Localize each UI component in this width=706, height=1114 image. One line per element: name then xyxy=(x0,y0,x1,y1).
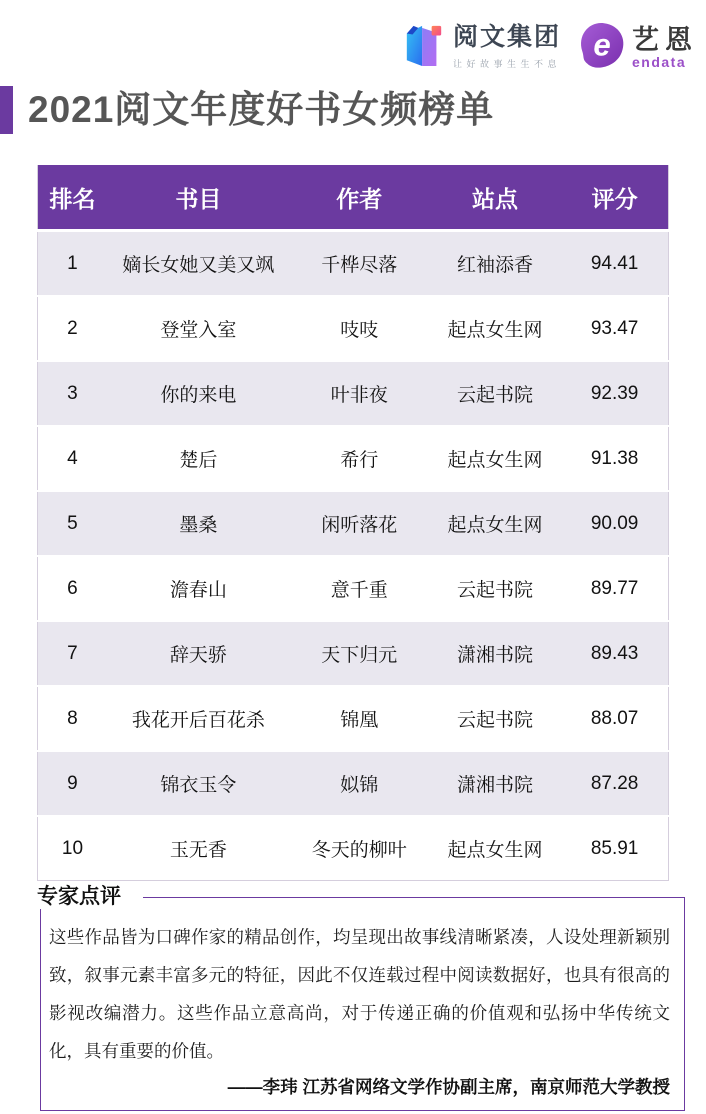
endata-wordmark: endata xyxy=(632,54,687,70)
table-row xyxy=(38,686,669,751)
endata-logo xyxy=(577,18,698,77)
table-row xyxy=(38,751,669,816)
col-header-site: 站点 xyxy=(429,165,562,231)
cell-rank: 9 xyxy=(38,751,107,816)
page-title: 2021阅文年度好书女频榜单 xyxy=(28,89,495,130)
yuewen-book-icon xyxy=(403,22,445,73)
cell-rank: 2 xyxy=(38,296,107,361)
cell-rank: 3 xyxy=(38,361,107,426)
cell-author: 姒锦 xyxy=(290,751,429,816)
header-row xyxy=(38,165,669,231)
brand-logos xyxy=(403,18,698,77)
cell-site: 红袖添香 xyxy=(429,231,562,297)
cell-score: 85.91 xyxy=(561,816,668,881)
cell-site: 起点女生网 xyxy=(429,426,562,491)
cell-author: 锦凰 xyxy=(290,686,429,751)
cell-rank: 4 xyxy=(38,426,107,491)
yuewen-logo xyxy=(403,22,561,73)
cell-site: 潇湘书院 xyxy=(429,751,562,816)
cell-score: 89.77 xyxy=(561,556,668,621)
cell-rank: 1 xyxy=(38,231,107,297)
cell-title: 澹春山 xyxy=(107,556,290,621)
cell-rank: 7 xyxy=(38,621,107,686)
cell-title: 嫡长女她又美又飒 xyxy=(107,231,290,297)
cell-title: 辞天骄 xyxy=(107,621,290,686)
cell-rank: 10 xyxy=(38,816,107,881)
cell-score: 93.47 xyxy=(561,296,668,361)
expert-commentary xyxy=(37,885,685,1111)
commentary-heading: 专家点评 xyxy=(37,885,143,909)
cell-site: 云起书院 xyxy=(429,556,562,621)
cell-title: 你的来电 xyxy=(107,361,290,426)
cell-title: 我花开后百花杀 xyxy=(107,686,290,751)
yuewen-name: 阅文集团 xyxy=(452,23,561,51)
svg-text:e: e xyxy=(593,27,611,63)
table-row xyxy=(38,816,669,881)
cell-site: 起点女生网 xyxy=(429,491,562,556)
cell-title: 玉无香 xyxy=(107,816,290,881)
commentary-body: 这些作品皆为口碑作家的精品创作，均呈现出故事线清晰紧凑，人设处理新颖别致，叙事元素丰富多元的特征，因此不仅连载过程中阅读数据好，也具有很高的影视改编潜力。这些作品立意高尚，对于传递正确的价值观和弘扬中华传统文化，具有重要的价值。 xyxy=(49,927,670,1061)
commentary-box xyxy=(37,885,685,1111)
table-row xyxy=(38,296,669,361)
col-header-title: 书目 xyxy=(107,165,290,231)
cell-score: 92.39 xyxy=(561,361,668,426)
cell-site: 起点女生网 xyxy=(429,296,562,361)
cell-author: 希行 xyxy=(290,426,429,491)
table-row xyxy=(38,491,669,556)
col-header-score: 评分 xyxy=(561,165,668,231)
col-header-rank: 排名 xyxy=(38,165,107,231)
cell-author: 冬天的柳叶 xyxy=(290,816,429,881)
cell-site: 起点女生网 xyxy=(429,816,562,881)
endata-blob-icon xyxy=(577,18,627,77)
cell-rank: 5 xyxy=(38,491,107,556)
ranking-table xyxy=(37,165,669,881)
cell-rank: 8 xyxy=(38,686,107,751)
yuewen-tagline: 让好故事生生不息 xyxy=(452,59,561,69)
cell-title: 锦衣玉令 xyxy=(107,751,290,816)
cell-author: 意千重 xyxy=(290,556,429,621)
cell-author: 吱吱 xyxy=(290,296,429,361)
table-row xyxy=(38,426,669,491)
cell-rank: 6 xyxy=(38,556,107,621)
title-section xyxy=(0,86,494,134)
cell-title: 楚后 xyxy=(107,426,290,491)
cell-site: 潇湘书院 xyxy=(429,621,562,686)
table-row xyxy=(38,231,669,297)
cell-score: 91.38 xyxy=(561,426,668,491)
commentary-attribution: ——李玮 江苏省网络文学作协副主席，南京师范大学教授 xyxy=(227,1077,670,1097)
cell-author: 叶非夜 xyxy=(290,361,429,426)
ranking-table-header xyxy=(38,165,669,231)
ranking-table-body xyxy=(38,231,669,881)
table-row xyxy=(38,621,669,686)
endata-name: 艺恩 xyxy=(632,25,698,55)
title-accent-bar xyxy=(0,86,13,134)
col-header-author: 作者 xyxy=(290,165,429,231)
cell-site: 云起书院 xyxy=(429,361,562,426)
cell-site: 云起书院 xyxy=(429,686,562,751)
cell-author: 千桦尽落 xyxy=(290,231,429,297)
cell-score: 88.07 xyxy=(561,686,668,751)
table-row xyxy=(38,361,669,426)
table-row xyxy=(38,556,669,621)
cell-author: 闲听落花 xyxy=(290,491,429,556)
cell-title: 墨桑 xyxy=(107,491,290,556)
cell-title: 登堂入室 xyxy=(107,296,290,361)
cell-score: 87.28 xyxy=(561,751,668,816)
cell-author: 天下归元 xyxy=(290,621,429,686)
cell-score: 90.09 xyxy=(561,491,668,556)
cell-score: 89.43 xyxy=(561,621,668,686)
cell-score: 94.41 xyxy=(561,231,668,297)
